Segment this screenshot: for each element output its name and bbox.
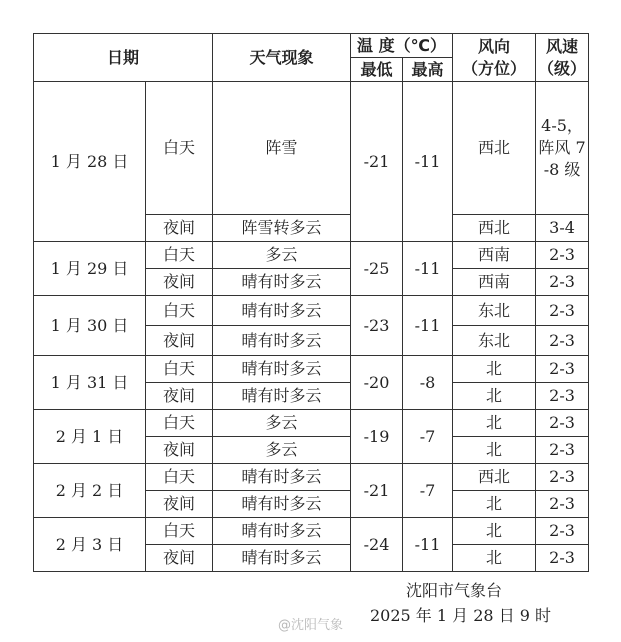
wind-direction-cell: 北 [453, 383, 536, 410]
period-cell: 夜间 [146, 383, 213, 410]
period-cell: 白天 [146, 518, 213, 545]
period-cell: 白天 [146, 410, 213, 437]
header-wind-speed-line1: 风速 [546, 36, 579, 56]
wind-speed-cell: 3-4 [536, 215, 589, 242]
period-cell: 夜间 [146, 545, 213, 572]
header-min: 最低 [351, 58, 403, 82]
wind-direction-cell: 东北 [453, 296, 536, 326]
table-row [34, 410, 589, 437]
wind-direction-cell: 西南 [453, 242, 536, 269]
date-cell: 1 月 28 日 [34, 82, 146, 242]
wind-direction-cell: 西北 [453, 464, 536, 491]
wind-speed-cell: 2-3 [536, 437, 589, 464]
period-cell: 白天 [146, 356, 213, 383]
period-cell: 夜间 [146, 326, 213, 356]
period-cell: 白天 [146, 296, 213, 326]
max-temp-cell: -8 [403, 356, 453, 410]
period-cell: 夜间 [146, 269, 213, 296]
weather-cell: 晴有时多云 [213, 356, 351, 383]
wind-speed-cell: 2-3 [536, 296, 589, 326]
table-row [34, 464, 589, 491]
wind-direction-cell: 北 [453, 356, 536, 383]
wind-direction-cell: 西北 [453, 82, 536, 215]
wind-direction-cell: 北 [453, 437, 536, 464]
table-row [34, 242, 589, 269]
issue-time: 2025 年 1 月 28 日 9 时 [370, 606, 552, 625]
table-row [34, 82, 589, 215]
wind-speed-cell: 2-3 [536, 242, 589, 269]
table-row [34, 518, 589, 545]
weather-cell: 多云 [213, 437, 351, 464]
wind-direction-cell: 北 [453, 491, 536, 518]
date-cell: 2 月 2 日 [34, 464, 146, 518]
wind-direction-cell: 北 [453, 545, 536, 572]
period-cell: 白天 [146, 82, 213, 215]
header-wind-direction [453, 34, 536, 82]
max-temp-cell: -7 [403, 410, 453, 464]
wind-speed-cell: 2-3 [536, 326, 589, 356]
weather-cell: 晴有时多云 [213, 518, 351, 545]
max-temp-cell: -7 [403, 464, 453, 518]
weather-cell: 晴有时多云 [213, 296, 351, 326]
wind-speed-cell: 2-3 [536, 491, 589, 518]
min-temp-cell: -21 [351, 464, 403, 518]
period-cell: 白天 [146, 242, 213, 269]
date-cell: 2 月 1 日 [34, 410, 146, 464]
period-cell: 夜间 [146, 437, 213, 464]
wind-speed-cell: 2-3 [536, 518, 589, 545]
weather-cell: 晴有时多云 [213, 491, 351, 518]
table-row [34, 296, 589, 326]
header-wind-direction-line1: 风向 [478, 36, 511, 56]
header-date: 日期 [34, 34, 213, 82]
header-wind-speed [536, 34, 589, 82]
max-temp-cell: -11 [403, 518, 453, 572]
wind-speed-cell: 2-3 [536, 383, 589, 410]
max-temp-cell: -11 [403, 296, 453, 356]
header-weather: 天气现象 [213, 34, 351, 82]
forecast-table [33, 33, 589, 572]
wind-direction-cell: 西北 [453, 215, 536, 242]
date-cell: 1 月 31 日 [34, 356, 146, 410]
weather-cell: 阵雪 [213, 82, 351, 215]
date-cell: 1 月 29 日 [34, 242, 146, 296]
weather-cell: 晴有时多云 [213, 326, 351, 356]
issuing-organization: 沈阳市气象台 [406, 581, 503, 600]
weather-cell: 阵雪转多云 [213, 215, 351, 242]
period-cell: 夜间 [146, 491, 213, 518]
min-temp-cell: -23 [351, 296, 403, 356]
weather-cell: 晴有时多云 [213, 383, 351, 410]
weather-cell: 多云 [213, 242, 351, 269]
min-temp-cell: -21 [351, 82, 403, 242]
wind-speed-cell: 2-3 [536, 410, 589, 437]
header-wind-speed-line2: （级） [538, 58, 587, 78]
min-temp-cell: -25 [351, 242, 403, 296]
min-temp-cell: -24 [351, 518, 403, 572]
header-row-1 [34, 34, 589, 58]
header-temperature: 温 度（℃） [351, 34, 453, 58]
weather-cell: 晴有时多云 [213, 464, 351, 491]
period-cell: 白天 [146, 464, 213, 491]
max-temp-cell: -11 [403, 82, 453, 242]
period-cell: 夜间 [146, 215, 213, 242]
max-temp-cell: -11 [403, 242, 453, 296]
wind-direction-cell: 东北 [453, 326, 536, 356]
weather-cell: 晴有时多云 [213, 545, 351, 572]
date-cell: 1 月 30 日 [34, 296, 146, 356]
wind-speed-cell: 2-3 [536, 464, 589, 491]
date-cell: 2 月 3 日 [34, 518, 146, 572]
table-row [34, 356, 589, 383]
header-max: 最高 [403, 58, 453, 82]
min-temp-cell: -19 [351, 410, 403, 464]
header-wind-direction-line2: （方位） [462, 58, 527, 78]
wind-speed-cell: 2-3 [536, 356, 589, 383]
min-temp-cell: -20 [351, 356, 403, 410]
wind-speed-cell: 4-5，阵风 7-8 级 [536, 82, 589, 215]
wind-direction-cell: 西南 [453, 269, 536, 296]
watermark: @沈阳气象 [278, 618, 344, 633]
wind-direction-cell: 北 [453, 410, 536, 437]
weather-cell: 多云 [213, 410, 351, 437]
wind-speed-cell: 2-3 [536, 545, 589, 572]
weather-cell: 晴有时多云 [213, 269, 351, 296]
wind-direction-cell: 北 [453, 518, 536, 545]
wind-speed-cell: 2-3 [536, 269, 589, 296]
